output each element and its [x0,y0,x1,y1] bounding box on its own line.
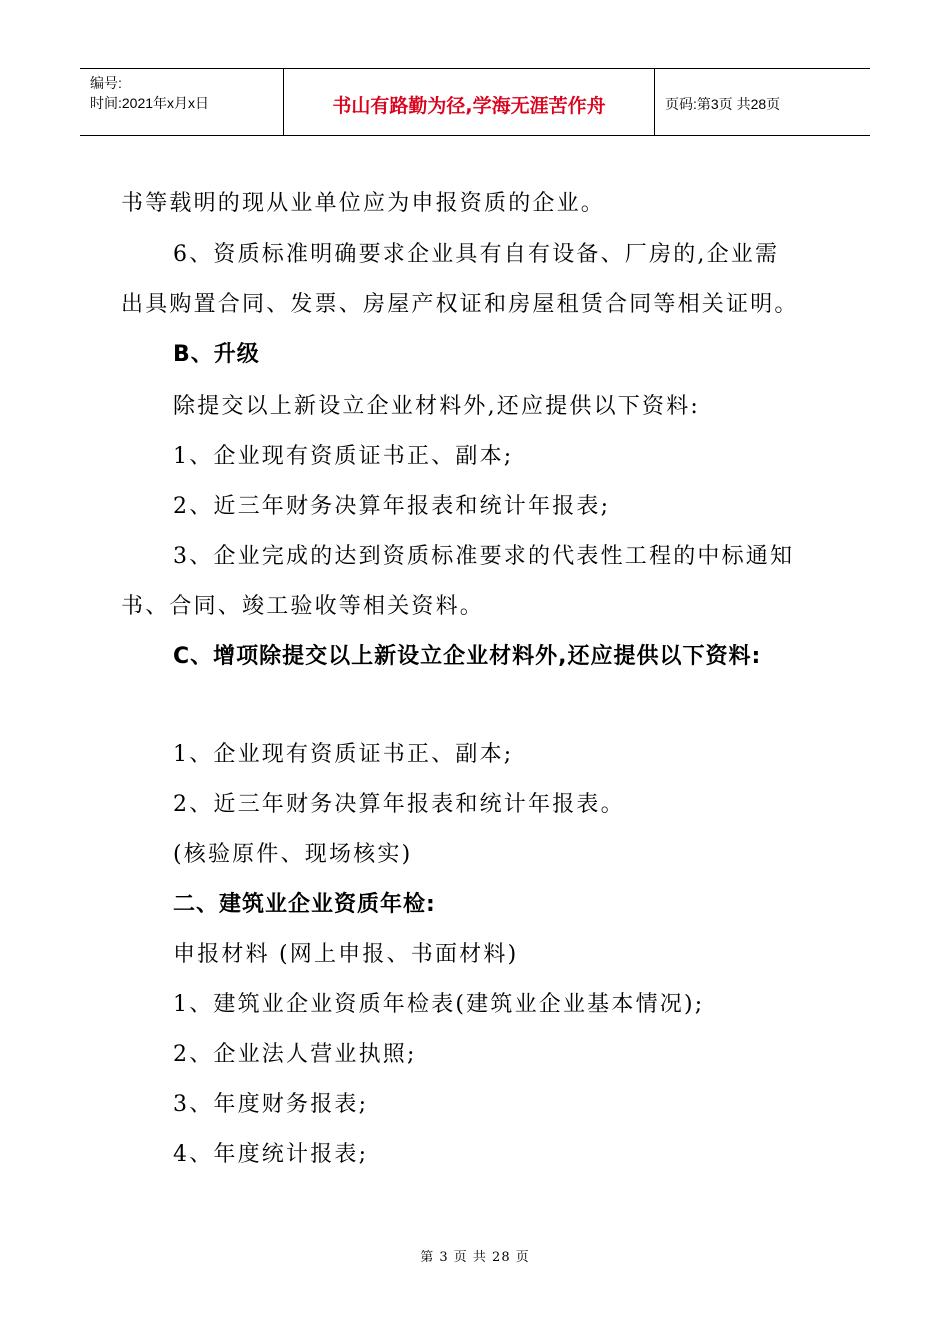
list-item: 2、近三年财务决算年报表和统计年报表; [173,494,611,519]
header-page-number [655,69,870,135]
list-item: 1、建筑业企业资质年检表(建筑业企业基本情况); [173,992,705,1017]
page-footer [0,1246,950,1265]
header-motto [283,69,655,135]
list-item: 2、企业法人营业执照; [173,1042,417,1067]
list-item: 1、企业现有资质证书正、副本; [173,444,514,469]
footer-page-number: 第 3 页 共 28 页 [420,1250,530,1265]
list-item: 4、年度统计报表; [173,1142,369,1167]
paragraph-line: (核验原件、现场核实) [173,842,413,867]
section-heading: 二、建筑业企业资质年检: [173,892,436,917]
section-heading: B、升级 [173,342,260,367]
paragraph-line: 出具购置合同、发票、房屋产权证和房屋租赁合同等相关证明。 [121,292,799,317]
page-header [80,68,870,136]
paragraph-line: 书、合同、竣工验收等相关资料。 [121,594,485,619]
page-number-label: 页码:第3页 共28页 [665,96,781,112]
document-time-label: 时间:2021年x月x日 [90,95,210,111]
list-item: 2、近三年财务决算年报表和统计年报表。 [173,792,625,817]
document-number-label: 编号: [90,75,122,91]
paragraph-line: 除提交以上新设立企业材料外,还应提供以下资料: [173,394,701,419]
motto-text: 书山有路勤为径,学海无涯苦作舟 [332,94,606,117]
list-item: 3、年度财务报表; [173,1092,369,1117]
header-meta [80,69,283,135]
paragraph-line: 申报材料 (网上申报、书面材料) [173,942,519,967]
paragraph-line: 6、资质标准明确要求企业具有自有设备、厂房的,企业需 [173,242,780,267]
list-item: 1、企业现有资质证书正、副本; [173,742,514,767]
paragraph-line: 书等载明的现从业单位应为申报资质的企业。 [121,191,606,216]
section-heading: C、增项除提交以上新设立企业材料外,还应提供以下资料: [173,644,762,669]
list-item: 3、企业完成的达到资质标准要求的代表性工程的中标通知 [173,544,795,569]
